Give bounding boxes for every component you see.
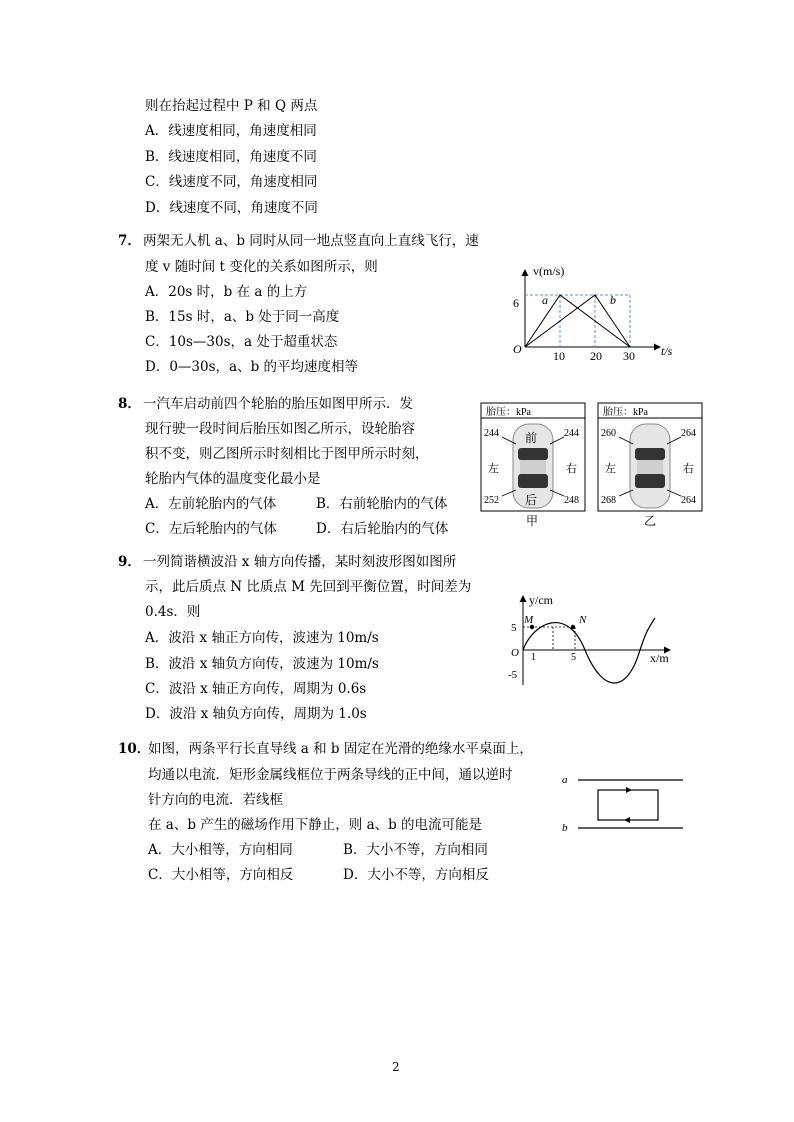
q9-stem-line3: 0.4s．则: [145, 604, 201, 620]
car-icon: [630, 424, 670, 508]
page-number: 2: [392, 1060, 400, 1074]
q9-label-n: N: [579, 614, 587, 626]
q9-point-n: [571, 625, 575, 629]
q10-stem-line3: 针方向的电流．若线框: [148, 792, 283, 808]
q8-jia-rr: 248: [564, 495, 579, 506]
q8-jia-caption: 甲: [526, 514, 539, 528]
q8-yi-fr: 264: [681, 428, 696, 439]
q7-xtick-30: 30: [623, 349, 635, 362]
q8-jia-front: 前: [525, 431, 538, 445]
q9-stem-line2: 示，此后质点 N 比质点 M 先回到平衡位置，时间差为: [145, 579, 472, 595]
q10-label-b: b: [562, 822, 568, 834]
q7-xtick-20: 20: [590, 349, 602, 362]
q7-option-a: A．20s 时，b 在 a 的上方: [145, 284, 308, 300]
q7-stem-line1: 两架无人机 a、b 同时从同一地点竖直向上直线飞行，速: [143, 233, 479, 249]
q8-yi-header: 胎压：kPa: [603, 407, 648, 418]
q7-option-c: C．10s—30s，a 处于超重状态: [145, 334, 338, 350]
q9-option-c: C．波沿 x 轴正方向传，周期为 0.6s: [145, 681, 367, 697]
q6-option-a: A．线速度相同，角速度相同: [145, 123, 317, 139]
q8-option-a: A．左前轮胎内的气体: [145, 496, 277, 512]
q7-origin: O: [513, 342, 522, 356]
q8-jia-fr: 244: [564, 428, 579, 439]
q10-stem-line2: 均通以电流．矩形金属线框位于两条导线的正中间，通以逆时: [148, 767, 513, 783]
q10-stem-line1: 如图，两条平行长直导线 a 和 b 固定在光滑的绝缘水平桌面上，: [148, 741, 533, 757]
q10-option-c: C．大小相等，方向相反: [148, 867, 294, 883]
q9-origin: O: [511, 647, 519, 659]
q10-option-a: A．大小相等，方向相同: [148, 842, 293, 858]
q7-stem-line2: 度 v 随时间 t 变化的关系如图所示，则: [145, 259, 378, 275]
q7-ytick: 6: [513, 296, 519, 310]
q10-wire-figure: [558, 770, 688, 835]
q10-option-b: B．大小不等，方向相同: [343, 842, 488, 858]
q9-number: 9．: [118, 554, 141, 570]
q9-wave-graph: [505, 590, 685, 690]
q9-xlabel: x/m: [650, 651, 669, 665]
q8-yi-right: 右: [683, 463, 694, 475]
q8-stem-line3: 积不变，则乙图所示时刻相比于图甲所示时刻，: [145, 446, 429, 462]
q10-stem-line4: 在 a、b 产生的磁场作用下静止，则 a、b 的电流可能是: [148, 817, 483, 833]
q8-option-c: C．左后轮胎内的气体: [145, 521, 277, 537]
q9-ypos: 5: [511, 622, 517, 634]
q8-panel-yi: [597, 402, 703, 514]
q6-option-c: C．线速度不同，角速度相同: [145, 174, 318, 190]
q8-number: 8．: [118, 396, 141, 412]
q10-option-d: D．大小不等，方向相反: [343, 867, 489, 883]
q8-yi-rr: 264: [681, 495, 696, 506]
q7-ylabel: v(m/s): [533, 264, 565, 278]
q7-option-d: D．0—30s，a、b 的平均速度相等: [145, 359, 359, 375]
q9-ylabel: y/cm: [529, 593, 553, 607]
q9-label-m: M: [524, 614, 534, 626]
q8-option-d: D．右后轮胎内的气体: [316, 521, 449, 537]
q10-number: 10．: [118, 741, 151, 757]
q8-stem-line4: 轮胎内气体的温度变化最小是: [145, 471, 321, 487]
q8-jia-fl: 244: [484, 428, 499, 439]
q8-panel-jia: [480, 402, 586, 514]
q8-jia-back: 后: [525, 493, 538, 507]
q7-option-b: B．15s 时，a、b 处于同一高度: [145, 309, 340, 325]
q8-option-b: B．右前轮胎内的气体: [316, 496, 448, 512]
q9-xtick-1: 1: [531, 652, 536, 663]
q7-label-a: a: [542, 293, 548, 307]
q8-jia-rl: 252: [484, 495, 499, 506]
q7-number: 7．: [118, 233, 141, 249]
q8-yi-left: 左: [605, 463, 616, 475]
q8-stem-line1: 一汽车启动前四个轮胎的胎压如图甲所示．发: [143, 396, 413, 412]
q6-option-d: D．线速度不同，角速度不同: [145, 200, 318, 216]
q8-yi-fl: 260: [601, 428, 616, 439]
q7-vt-graph: [505, 262, 685, 362]
q9-option-a: A．波沿 x 轴正方向传，波速为 10m/s: [145, 630, 379, 646]
q8-stem-line2: 现行驶一段时间后胎压如图乙所示，设轮胎容: [145, 421, 415, 437]
q8-yi-caption: 乙: [644, 514, 657, 528]
q8-jia-header: 胎压：kPa: [486, 407, 531, 418]
q9-option-d: D．波沿 x 轴负方向传，周期为 1.0s: [145, 706, 367, 722]
q6-stem-tail: 则在抬起过程中 P 和 Q 两点: [145, 98, 318, 114]
q9-stem-line1: 一列简谐横波沿 x 轴方向传播，某时刻波形图如图所: [143, 554, 457, 570]
q8-yi-rl: 268: [601, 495, 616, 506]
q7-xtick-10: 10: [553, 349, 565, 362]
q8-jia-right: 右: [566, 463, 577, 475]
q9-option-b: B．波沿 x 轴负方向传，波速为 10m/s: [145, 656, 379, 672]
q8-jia-left: 左: [488, 463, 499, 475]
q7-xlabel: t/s: [661, 344, 673, 358]
q10-loop: [598, 790, 658, 820]
q10-label-a: a: [562, 774, 568, 786]
q9-xtick-5: 5: [571, 652, 576, 663]
q9-yneg: -5: [508, 669, 518, 681]
q7-label-b: b: [610, 293, 616, 307]
q6-option-b: B．线速度相同，角速度不同: [145, 149, 317, 165]
